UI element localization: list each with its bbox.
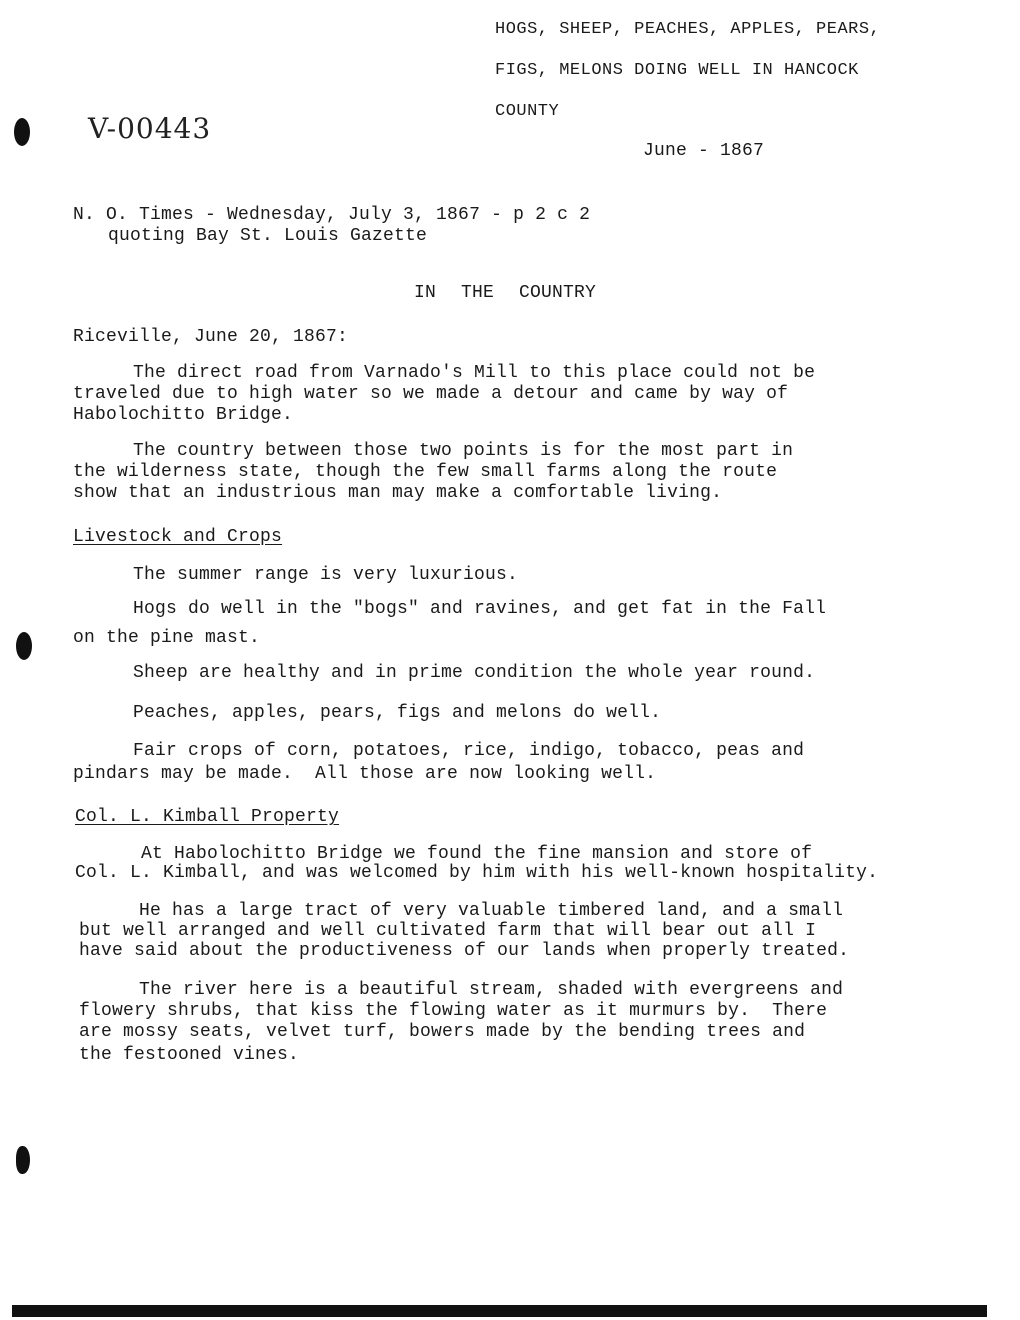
section-heading-kimball: Col. L. Kimball Property xyxy=(75,807,340,827)
punch-hole-icon xyxy=(16,632,32,660)
paragraph-line: show that an industrious man may make a comfortable living. xyxy=(73,483,723,503)
paragraph-line: The summer range is very luxurious. xyxy=(133,565,519,585)
paragraph-line: on the pine mast. xyxy=(73,628,261,648)
dateline: Riceville, June 20, 1867: xyxy=(73,327,349,347)
document-id: V-00443 xyxy=(88,112,212,145)
source-line-2: quoting Bay St. Louis Gazette xyxy=(108,226,428,246)
paragraph-line: The direct road from Varnado's Mill to this place could not be xyxy=(133,363,816,383)
headline-date: June - 1867 xyxy=(643,141,765,161)
paragraph-line: the festooned vines. xyxy=(79,1045,300,1065)
paragraph-line: Hogs do well in the "bogs" and ravines, and get fat in the Fall xyxy=(133,599,827,619)
scan-edge-bar xyxy=(12,1305,987,1317)
paragraph-line: Fair crops of corn, potatoes, rice, indigo, tobacco, peas and xyxy=(133,741,805,761)
punch-hole-icon xyxy=(16,1146,30,1174)
paragraph-line: At Habolochitto Bridge we found the fine mansion and store of xyxy=(141,844,813,864)
section-heading-livestock: Livestock and Crops xyxy=(73,527,283,547)
paragraph-line: the wilderness state, though the few small farms along the route xyxy=(73,462,778,482)
paragraph-line: Peaches, apples, pears, figs and melons do well. xyxy=(133,703,662,723)
headline-line-2: FIGS, MELONS DOING WELL IN HANCOCK xyxy=(495,61,859,80)
paragraph-line: but well arranged and well cultivated farm that will bear out all I xyxy=(79,921,817,941)
paragraph-line: are mossy seats, velvet turf, bowers made by the bending trees and xyxy=(79,1022,806,1042)
headline-line-1: HOGS, SHEEP, PEACHES, APPLES, PEARS, xyxy=(495,20,881,39)
punch-hole-icon xyxy=(14,118,30,146)
paragraph-line: have said about the productiveness of our lands when properly treated. xyxy=(79,941,850,961)
source-line-1: N. O. Times - Wednesday, July 3, 1867 - p 2 c 2 xyxy=(73,205,591,225)
paragraph-line: Col. L. Kimball, and was welcomed by him with his well-known hospitality. xyxy=(75,863,879,883)
paragraph-line: The river here is a beautiful stream, shaded with evergreens and xyxy=(139,980,844,1000)
paragraph-line: flowery shrubs, that kiss the flowing water as it murmurs by. There xyxy=(79,1001,828,1021)
paragraph-line: Sheep are healthy and in prime condition the whole year round. xyxy=(133,663,816,683)
article-title: IN THE COUNTRY xyxy=(414,283,597,303)
headline-line-3: COUNTY xyxy=(495,102,560,121)
paragraph-line: pindars may be made. All those are now looking well. xyxy=(73,764,657,784)
paragraph-line: The country between those two points is for the most part in xyxy=(133,441,794,461)
paragraph-line: He has a large tract of very valuable timbered land, and a small xyxy=(139,901,844,921)
paragraph-line: Habolochitto Bridge. xyxy=(73,405,294,425)
paragraph-line: traveled due to high water so we made a detour and came by way of xyxy=(73,384,789,404)
